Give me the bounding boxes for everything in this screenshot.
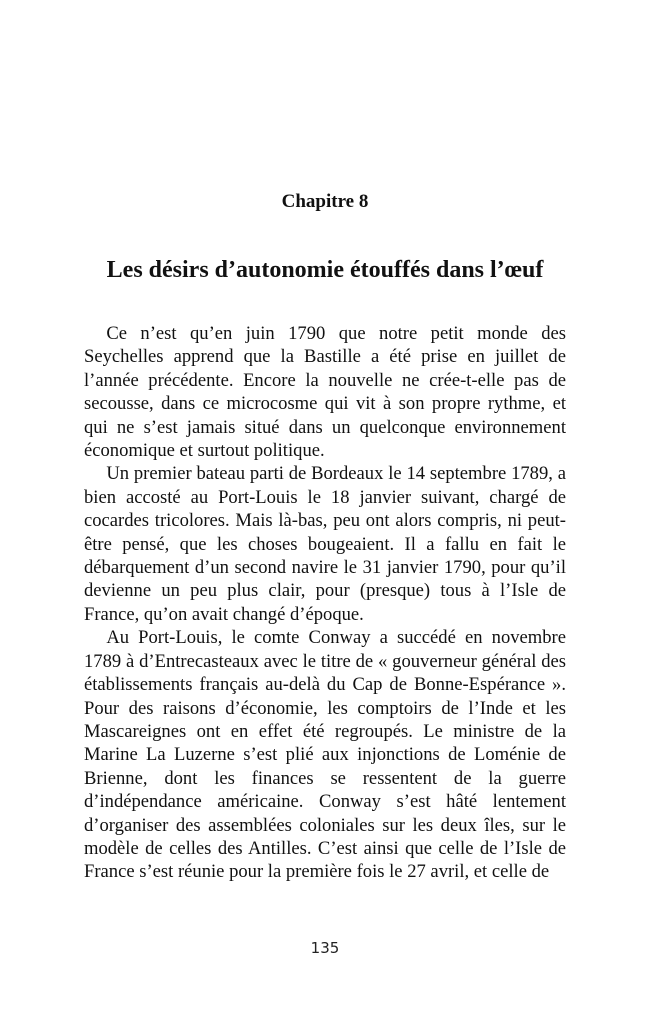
chapter-number: Chapitre 8 [281,191,369,212]
chapter-title: Les désirs d’autonomie étouffés dans l’œuf [106,257,544,283]
paragraph: Au Port-Louis, le comte Conway a succédé en novembre 1789 à d’Entrecasteaux avec le titre de « gouverneur général des établissements français au-delà du Cap de Bonne-Espérance ». Pour des raisons d’économie, les comptoirs de l’Inde et les Mascareignes ont en effet été regroupés. Le ministre de la Marine La Luzerne s’est plié aux injonctions de Loménie de Brienne, dont les finances se ressentent de la guerre d’indépendance américaine. Conway s’est hâté lentement d’organiser des assemblées coloniales sur les deux îles, sur le modèle de celles des Antilles. C’est ainsi que celle de l’Isle de France s’est réunie pour la première fois le 27 avril, et celle de [84,627,566,883]
paragraph: Un premier bateau parti de Bordeaux le 14 septembre 1789, a bien accosté au Port-Louis le 18 janvier suivant, chargé de cocardes tricolores. Mais là-bas, peu ont alors compris, ni peut-être pensé, que les choses bougeaient. Il a fallu en fait le débarquement d’un second navire le 31 janvier 1790, pour qu’il devienne un peu plus clair, pour (presque) tous à l’Isle de France, qu’on avait changé d’époque. [84,463,566,625]
paragraph: Ce n’est qu’en juin 1790 que notre petit monde des Seychelles apprend que la Bastille a été prise en juillet de l’année précédente. Encore la nouvelle ne crée-t-elle pas de secousse, dans ce microcosme qui vit à son propre rythme, et qui ne s’est jamais situé dans un quelconque environnement économique et surtout politique. [84,323,566,462]
page-number: 135 [310,939,340,957]
body-text [84,322,566,884]
